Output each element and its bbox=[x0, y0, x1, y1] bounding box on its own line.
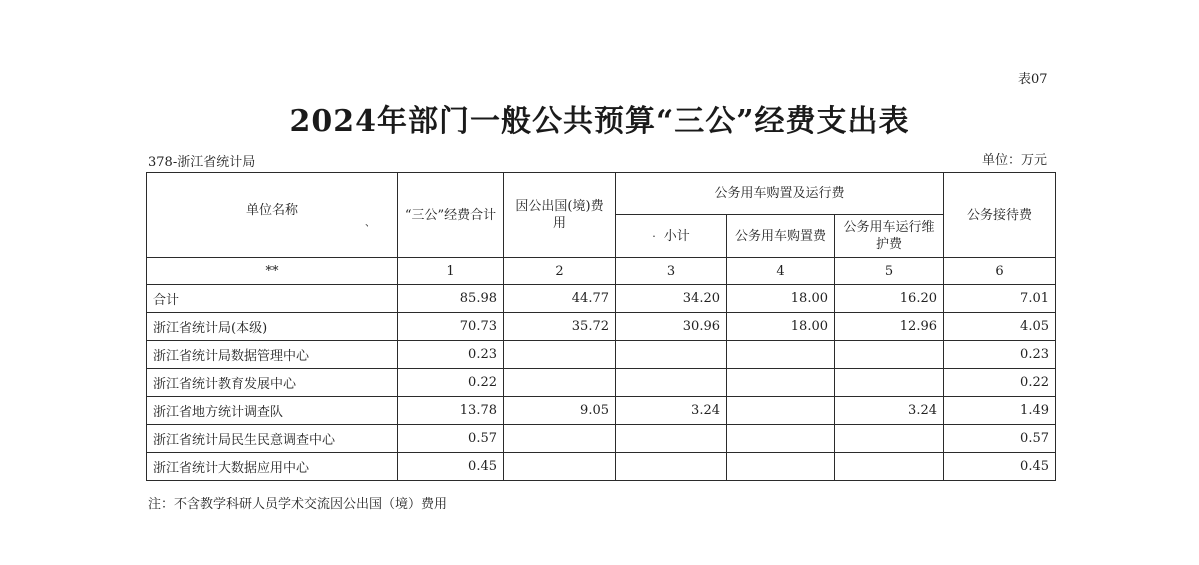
footnote: 注：不含教学科研人员学术交流因公出国（境）费用 bbox=[148, 497, 448, 512]
index-cell: 1 bbox=[398, 258, 504, 285]
header-subtotal-mark: · bbox=[652, 229, 656, 243]
cell-purchase: 18.00 bbox=[727, 285, 835, 313]
organization-label: 378-浙江省统计局 bbox=[148, 155, 256, 170]
cell-total: 0.45 bbox=[398, 453, 504, 481]
cell-total: 70.73 bbox=[398, 313, 504, 341]
cell-purchase bbox=[727, 397, 835, 425]
cell-name: 浙江省统计教育发展中心 bbox=[147, 369, 398, 397]
cell-name: 浙江省统计局民生民意调查中心 bbox=[147, 425, 398, 453]
cell-total: 0.23 bbox=[398, 341, 504, 369]
index-cell: 6 bbox=[944, 258, 1056, 285]
cell-total: 13.78 bbox=[398, 397, 504, 425]
cell-subtotal bbox=[616, 453, 727, 481]
cell-operation bbox=[835, 425, 944, 453]
index-cell: 3 bbox=[616, 258, 727, 285]
cell-purchase bbox=[727, 369, 835, 397]
cell-purchase bbox=[727, 341, 835, 369]
cell-operation bbox=[835, 341, 944, 369]
cell-total: 0.22 bbox=[398, 369, 504, 397]
header-vehicle-operation: 公务用车运行维护费 bbox=[835, 215, 944, 258]
cell-subtotal: 3.24 bbox=[616, 397, 727, 425]
page-title: 2024年部门一般公共预算“三公”经费支出表 bbox=[289, 104, 910, 139]
header-subtotal bbox=[616, 215, 727, 258]
header-unit-name-label: 单位名称 bbox=[245, 202, 298, 218]
cell-name: 浙江省统计局数据管理中心 bbox=[147, 341, 398, 369]
cell-name: 浙江省统计局(本级) bbox=[147, 313, 398, 341]
table-row bbox=[147, 397, 1056, 425]
cell-abroad bbox=[504, 425, 616, 453]
cell-reception: 0.23 bbox=[944, 341, 1056, 369]
cell-reception: 1.49 bbox=[944, 397, 1056, 425]
budget-table bbox=[146, 172, 1056, 481]
cell-abroad: 35.72 bbox=[504, 313, 616, 341]
cell-operation bbox=[835, 369, 944, 397]
cell-subtotal bbox=[616, 369, 727, 397]
header-vehicle-purchase: 公务用车购置费 bbox=[727, 215, 835, 258]
cell-name: 浙江省地方统计调查队 bbox=[147, 397, 398, 425]
cell-subtotal: 30.96 bbox=[616, 313, 727, 341]
cell-name: 浙江省统计大数据应用中心 bbox=[147, 453, 398, 481]
cell-operation: 12.96 bbox=[835, 313, 944, 341]
index-row bbox=[147, 258, 1056, 285]
table-number: 表07 bbox=[1018, 72, 1048, 87]
index-cell: ** bbox=[147, 258, 398, 285]
cell-total: 85.98 bbox=[398, 285, 504, 313]
table-row bbox=[147, 369, 1056, 397]
header-reception: 公务接待费 bbox=[944, 173, 1056, 258]
cell-abroad bbox=[504, 369, 616, 397]
cell-abroad bbox=[504, 453, 616, 481]
cell-operation: 16.20 bbox=[835, 285, 944, 313]
cell-subtotal bbox=[616, 341, 727, 369]
cell-reception: 7.01 bbox=[944, 285, 1056, 313]
cell-purchase: 18.00 bbox=[727, 313, 835, 341]
cell-purchase bbox=[727, 425, 835, 453]
header-vehicle: 公务用车购置及运行费 bbox=[616, 173, 944, 215]
cell-abroad: 9.05 bbox=[504, 397, 616, 425]
cell-subtotal bbox=[616, 425, 727, 453]
header-mark: 、 bbox=[365, 217, 375, 229]
header-abroad: 因公出国(境)费用 bbox=[504, 173, 616, 258]
table-row bbox=[147, 313, 1056, 341]
header-total: “三公”经费合计 bbox=[398, 173, 504, 258]
cell-abroad: 44.77 bbox=[504, 285, 616, 313]
table-row bbox=[147, 341, 1056, 369]
index-cell: 2 bbox=[504, 258, 616, 285]
header-unit-name bbox=[147, 173, 398, 258]
cell-subtotal: 34.20 bbox=[616, 285, 727, 313]
cell-operation bbox=[835, 453, 944, 481]
cell-total: 0.57 bbox=[398, 425, 504, 453]
cell-reception: 0.45 bbox=[944, 453, 1056, 481]
cell-reception: 0.22 bbox=[944, 369, 1056, 397]
index-cell: 5 bbox=[835, 258, 944, 285]
table-row bbox=[147, 453, 1056, 481]
index-cell: 4 bbox=[727, 258, 835, 285]
cell-operation: 3.24 bbox=[835, 397, 944, 425]
header-subtotal-label: 小计 bbox=[663, 228, 690, 244]
cell-purchase bbox=[727, 453, 835, 481]
cell-abroad bbox=[504, 341, 616, 369]
table-row bbox=[147, 425, 1056, 453]
cell-reception: 4.05 bbox=[944, 313, 1056, 341]
cell-reception: 0.57 bbox=[944, 425, 1056, 453]
cell-name: 合计 bbox=[147, 285, 398, 313]
table-row bbox=[147, 285, 1056, 313]
unit-label: 单位：万元 bbox=[982, 153, 1048, 168]
